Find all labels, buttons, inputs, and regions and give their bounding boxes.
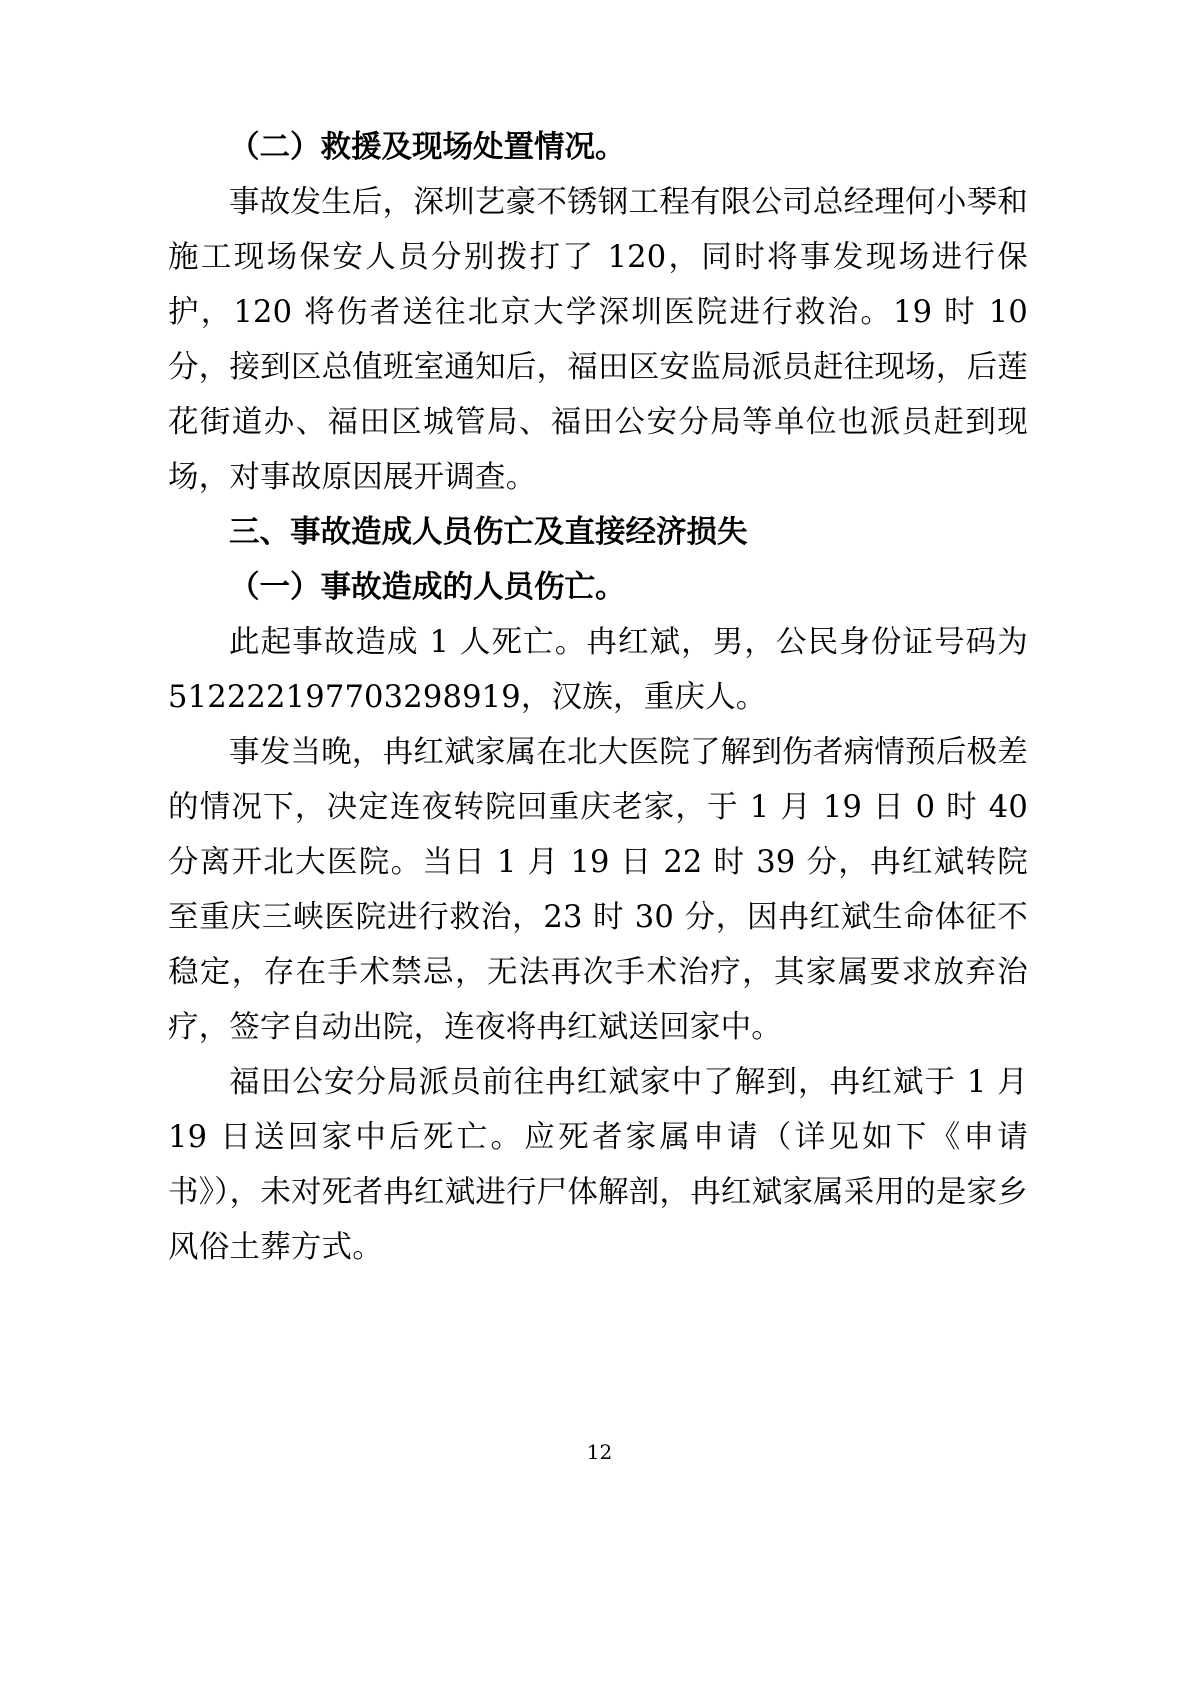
page-number: 12: [586, 1440, 613, 1464]
paragraph-transfer-treatment: 事发当晚，冉红斌家属在北大医院了解到伤者病情预后极差的情况下，决定连夜转院回重庆老家，于 1 月 19 日 0 时 40 分离开北大医院。当日 1 月 19 日 22 时 39 分，冉红斌转院至重庆三峡医院进行救治，23 时 30 分，因冉红斌生命体征不稳定，存在手术禁忌，无法再次手术治疗，其家属要求放弃治疗，签字自动出院，连夜将冉红斌送回家中。: [168, 735, 1028, 1045]
section-heading-casualties: （一）事故造成的人员伤亡。: [229, 569, 626, 605]
section-heading-casualties-losses: 三、事故造成人员伤亡及直接经济损失: [229, 514, 748, 550]
paragraph-victim-identity: 此起事故造成 1 人死亡。冉红斌，男，公民身份证号码为 512222197703298919，汉族，重庆人。: [168, 625, 1028, 715]
section-heading-rescue: （二）救援及现场处置情况。: [229, 129, 626, 165]
paragraph-death-confirmation: 福田公安分局派员前往冉红斌家中了解到，冉红斌于 1 月 19 日送回家中后死亡。应死者家属申请（详见如下《申请书》），未对死者冉红斌进行尸体解剖，冉红斌家属采用的是家乡风俗土葬方式。: [168, 1065, 1028, 1265]
document-body: [168, 120, 1028, 1275]
paragraph-rescue-process: 事故发生后，深圳艺豪不锈钢工程有限公司总经理何小琴和施工现场保安人员分别拨打了 120，同时将事发现场进行保护，120 将伤者送往北京大学深圳医院进行救治。19 时 10 分，接到区总值班室通知后，福田区安监局派员赶往现场，后莲花街道办、福田区城管局、福田公安分局等单位也派员赶到现场，对事故原因展开调查。: [168, 185, 1028, 495]
